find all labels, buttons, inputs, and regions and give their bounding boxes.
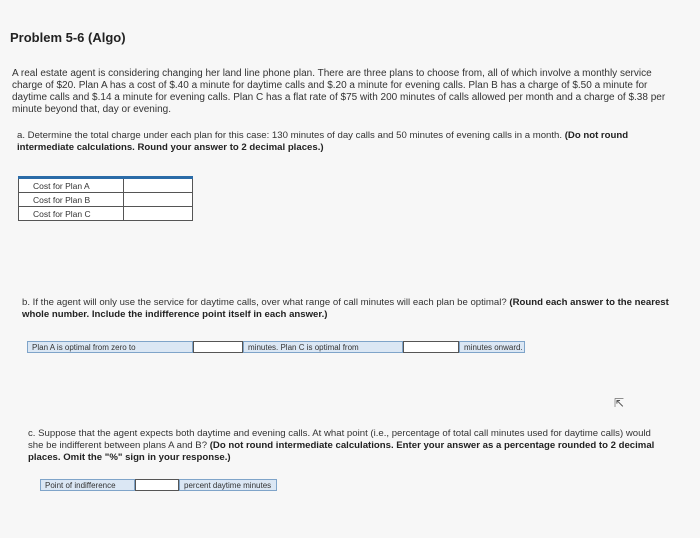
part-b-answer-row	[27, 341, 525, 353]
table-row	[19, 207, 193, 221]
minutes-onward-label: minutes onward.	[459, 341, 525, 353]
plan-c-cost-input[interactable]	[124, 207, 193, 221]
part-b-prompt: b. If the agent will only use the service for daytime calls, over what range of call minutes will each plan be optimal?	[22, 297, 507, 308]
plan-a-upper-input[interactable]	[193, 341, 243, 353]
part-c-prompt: c. Suppose that the agent expects both daytime and evening calls. At what point (i.e., percentage of total call minutes used for daytime calls) would she be indifferent between plans A and B?	[28, 428, 651, 451]
part-c-answer-row	[40, 479, 277, 491]
table-row	[19, 178, 193, 193]
plan-a-label: Cost for Plan A	[19, 178, 124, 193]
part-a-question	[17, 130, 683, 154]
table-row	[19, 193, 193, 207]
indifference-point-label: Point of indifference	[40, 479, 135, 491]
problem-intro: A real estate agent is considering changing her land line phone plan. There are three plans to choose from, all of which involve a monthly service charge of $20. Plan A has a cost of $.40 a minute for daytime calls and $.20 a minute for evening calls. Plan B has a charge of $.50 a minute for daytime calls and $.14 a minute for evening calls. Plan C has a flat rate of $75 with 200 minutes of calls allowed per month and a charge of $.38 per minute beyond that, day or evening.	[12, 68, 666, 115]
part-b-instruction: (Round each answer to the nearest whole number. Include the indifference point itself in each answer.)	[22, 297, 669, 320]
problem-title: Problem 5-6 (Algo)	[10, 30, 126, 45]
plan-b-label: Cost for Plan B	[19, 193, 124, 207]
part-c-question	[28, 428, 668, 464]
plan-c-lower-input[interactable]	[403, 341, 459, 353]
plan-a-optimal-label: Plan A is optimal from zero to	[27, 341, 193, 353]
part-a-prompt: a. Determine the total charge under each plan for this case: 130 minutes of day calls and 50 minutes of evening calls in a month.	[17, 130, 563, 141]
part-c-instruction: (Do not round intermediate calculations. Enter your answer as a percentage rounded to 2 decimal places. Omit the "%" sign in your response.)	[28, 440, 655, 463]
indifference-point-input[interactable]	[135, 479, 179, 491]
percent-daytime-label: percent daytime minutes	[179, 479, 277, 491]
part-b-question	[22, 297, 688, 321]
plan-c-optimal-label: minutes. Plan C is optimal from	[243, 341, 403, 353]
mouse-cursor-icon: ⇱	[614, 396, 625, 410]
plan-c-label: Cost for Plan C	[19, 207, 124, 221]
plan-cost-table	[18, 176, 193, 221]
part-a-instruction: (Do not round intermediate calculations. Round your answer to 2 decimal places.)	[17, 130, 629, 153]
plan-b-cost-input[interactable]	[124, 193, 193, 207]
plan-a-cost-input[interactable]	[124, 178, 193, 193]
